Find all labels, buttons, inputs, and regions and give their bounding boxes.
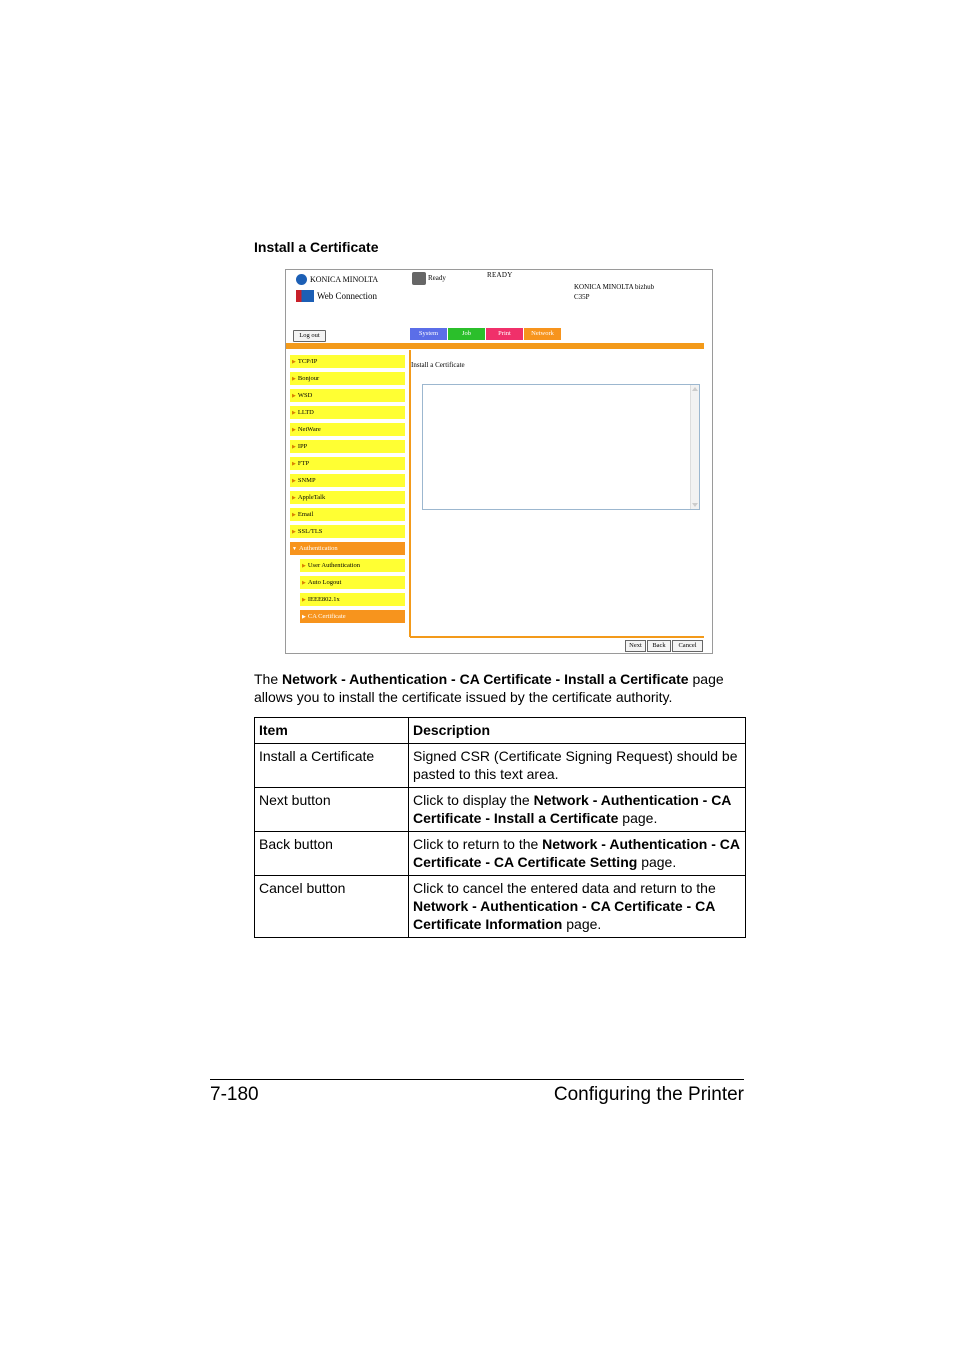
description-text: Click to display the xyxy=(413,792,534,808)
item-description-table xyxy=(254,717,746,938)
sidebar xyxy=(286,350,411,637)
sidebar-item-label: WSD xyxy=(297,392,313,399)
sidebar-item-label: SSL/TLS xyxy=(297,528,323,535)
description-text: Click to cancel the entered data and return to the xyxy=(413,880,716,896)
header-divider xyxy=(286,343,704,349)
sidebar-item-email[interactable] xyxy=(290,508,405,521)
chapter-title: Configuring the Printer xyxy=(553,1084,744,1105)
tab-bar xyxy=(410,328,561,340)
arrow-right-icon: ▶ xyxy=(292,513,296,518)
brand-logo xyxy=(296,274,378,285)
arrow-right-icon: ▶ xyxy=(292,360,296,365)
textarea-scrollbar[interactable] xyxy=(690,385,699,509)
model-name xyxy=(574,282,654,302)
certificate-textarea[interactable] xyxy=(422,384,700,510)
back-button[interactable]: Back xyxy=(647,640,671,652)
column-header-description: Description xyxy=(409,718,746,744)
sidebar-item-label: NetWare xyxy=(297,426,321,433)
sidebar-item-ssl-tls[interactable] xyxy=(290,525,405,538)
arrow-down-icon: ▼ xyxy=(292,547,297,552)
footer-rule xyxy=(210,1079,744,1080)
sidebar-item-label: FTP xyxy=(297,460,310,467)
next-button[interactable]: Next xyxy=(625,640,646,652)
arrow-right-icon: ▶ xyxy=(292,411,296,416)
paragraph-text: page allows you to install the certificate issued by the certificate authority. xyxy=(254,671,724,705)
sidebar-item-ipp[interactable] xyxy=(290,440,405,453)
globe-icon xyxy=(296,274,307,285)
brand-name: KONICA MINOLTA xyxy=(310,275,379,284)
item-cell: Next button xyxy=(255,788,409,832)
cancel-button[interactable]: Cancel xyxy=(672,640,703,652)
sidebar-item-authentication[interactable] xyxy=(290,542,405,555)
description-page-path: Network - Authentication - CA Certificate - CA Certificate Setting xyxy=(413,836,740,870)
paragraph-text: The xyxy=(254,671,283,687)
arrow-right-icon: ▶ xyxy=(302,564,306,569)
sidebar-item-user-authentication[interactable] xyxy=(300,559,405,572)
arrow-right-icon: ▶ xyxy=(302,581,306,586)
tab-system[interactable]: System xyxy=(410,328,447,340)
printer-status-icon xyxy=(412,272,426,285)
item-cell: Back button xyxy=(255,832,409,876)
status-text: READY xyxy=(487,271,513,279)
sidebar-item-appletalk[interactable] xyxy=(290,491,405,504)
sidebar-item-snmp[interactable] xyxy=(290,474,405,487)
sidebar-item-label: IPP xyxy=(297,443,308,450)
sidebar-item-label: Auto Logout xyxy=(307,579,342,586)
page-number: 7-180 xyxy=(210,1084,259,1105)
tab-print[interactable]: Print xyxy=(486,328,523,340)
description-page-path: Network - Authentication - CA Certificate - CA Certificate Information xyxy=(413,898,715,932)
table-row xyxy=(255,832,746,876)
sidebar-item-label: User Authentication xyxy=(307,562,361,569)
description-text: page. xyxy=(562,916,602,932)
paragraph-page-path: Network - Authentication - CA Certificate - Install a Certificate xyxy=(282,671,689,687)
description-cell xyxy=(409,832,746,876)
footer-divider xyxy=(410,636,704,638)
sidebar-item-ftp[interactable] xyxy=(290,457,405,470)
model-line-1: KONICA MINOLTA bizhub xyxy=(574,283,655,291)
main-title: Install a Certificate xyxy=(411,361,465,369)
column-header-item: Item xyxy=(255,718,409,744)
table-row xyxy=(255,788,746,832)
sidebar-item-label: Authentication xyxy=(298,545,338,552)
table-row xyxy=(255,744,746,788)
model-line-2: C35P xyxy=(574,293,590,301)
sidebar-item-label: CA Certificate xyxy=(307,613,346,620)
product-logo xyxy=(296,290,377,302)
sidebar-item-ieee8021x[interactable] xyxy=(300,593,405,606)
table-header-row xyxy=(255,718,746,744)
item-cell: Cancel button xyxy=(255,876,409,938)
web-connection-screenshot xyxy=(285,269,713,654)
arrow-right-icon: ▶ xyxy=(302,598,306,603)
arrow-right-icon: ▶ xyxy=(302,615,306,620)
arrow-right-icon: ▶ xyxy=(292,462,296,467)
description-paragraph xyxy=(254,670,754,706)
sidebar-item-label: LLTD xyxy=(297,409,314,416)
arrow-right-icon: ▶ xyxy=(292,530,296,535)
description-page-path: Network - Authentication - CA Certificate - Install a Certificate xyxy=(413,792,731,826)
item-cell: Install a Certificate xyxy=(255,744,409,788)
description-cell xyxy=(409,876,746,938)
sidebar-item-netware[interactable] xyxy=(290,423,405,436)
arrow-right-icon: ▶ xyxy=(292,479,296,484)
description-cell xyxy=(409,744,746,788)
sidebar-item-label: SNMP xyxy=(297,477,316,484)
sidebar-item-lltd[interactable] xyxy=(290,406,405,419)
sidebar-item-label: AppleTalk xyxy=(297,494,326,501)
description-text: page. xyxy=(637,854,677,870)
logout-button[interactable]: Log out xyxy=(293,330,326,342)
arrow-right-icon: ▶ xyxy=(292,496,296,501)
tab-job[interactable]: Job xyxy=(448,328,485,340)
arrow-right-icon: ▶ xyxy=(292,445,296,450)
sidebar-item-label: TCP/IP xyxy=(297,358,318,365)
sidebar-item-label: IEEE802.1x xyxy=(307,596,340,603)
section-title: Install a Certificate xyxy=(254,239,379,255)
tab-network[interactable]: Network xyxy=(524,328,561,340)
description-text: page. xyxy=(618,810,658,826)
sidebar-item-bonjour[interactable] xyxy=(290,372,405,385)
sidebar-item-label: Email xyxy=(297,511,314,518)
arrow-right-icon: ▶ xyxy=(292,428,296,433)
description-text: Click to return to the xyxy=(413,836,543,852)
description-cell xyxy=(409,788,746,832)
sidebar-item-ca-certificate[interactable] xyxy=(300,610,405,623)
description-text: Signed CSR (Certificate Signing Request) should be pasted to this text area. xyxy=(413,748,738,782)
table-row xyxy=(255,876,746,938)
arrow-right-icon: ▶ xyxy=(292,394,296,399)
product-name: Web Connection xyxy=(317,291,378,301)
pagescope-icon xyxy=(296,290,314,302)
sidebar-item-label: Bonjour xyxy=(297,375,320,382)
sidebar-item-tcpip[interactable] xyxy=(290,355,405,368)
arrow-right-icon: ▶ xyxy=(292,377,296,382)
sidebar-item-wsd[interactable] xyxy=(290,389,405,402)
sidebar-item-auto-logout[interactable] xyxy=(300,576,405,589)
status-icon-text: Ready xyxy=(428,274,446,282)
